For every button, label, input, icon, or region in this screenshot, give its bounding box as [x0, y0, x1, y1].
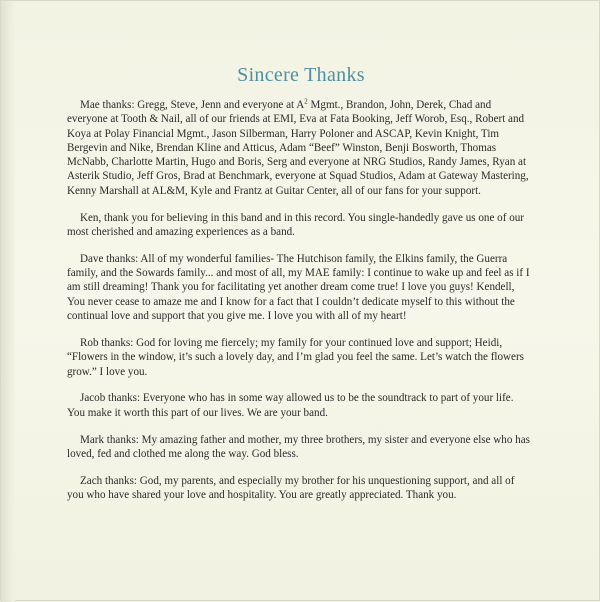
- superscript-two: 2: [304, 97, 308, 106]
- rob-thanks-paragraph: Rob thanks: God for loving me fiercely; my family for your continued love and support; Heidi, “Flowers in the window, it’s such a lovely day, and I’m glad you feel the same. Let’s watch the flowers grow.” I love you.: [67, 336, 524, 378]
- mark-thanks-paragraph: Mark thanks: My amazing father and mother, my three brothers, my sister and everyone else who has loved, fed and clothed me along the way. God bless.: [67, 433, 530, 460]
- mae-thanks-text-start: Mae thanks: Gregg, Steve, Jenn and everyone at A: [80, 99, 305, 111]
- ken-thanks-paragraph: Ken, thank you for believing in this band and in this record. You single-handedly gave us one of our most cherished and amazing experiences as a band.: [67, 211, 524, 238]
- zach-thanks-paragraph: Zach thanks: God, my parents, and especially my brother for his unquestioning support, and all of you who have shared your love and hospitality. You are greatly appreciated. Thank you.: [67, 474, 515, 502]
- mae-thanks-paragraph: [67, 98, 531, 198]
- jacob-thanks-paragraph: Jacob thanks: Everyone who has in some way allowed us to be the soundtrack to part of your life. You make it worth this part of our lives. We are your band.: [67, 392, 514, 419]
- thanks-body: [67, 98, 531, 515]
- mae-thanks-text-end: Mgmt., Brandon, John, Derek, Chad and everyone at Tooth & Nail, all of our friends at EMI, Eva at Fata Booking, Jeff Worob, Esq., Robert and Koya at Polay Financial Mgmt., Jason Silberman, Harry Poloner and ASCAP, Kevin Knight, Tim Bergevin and Nike, Brendan Kline and Atticus, Adam “Beef” Winston, Benji Bosworth, Thomas McNabb, Charlotte Martin, Hugo and Boris, Serg and everyone at NRG Studios, Randy James, Ryan at Asterik Studio, Jeff Gros, Brad at Benchmark, everyone at Squad Studios, Adam at Gateway Mastering, Kenny Marshall at AL&M, Kyle and Frantz at Guitar Center, all of our fans for your support.: [67, 99, 529, 197]
- page-crease: [1, 1, 15, 602]
- page-title: Sincere Thanks: [237, 64, 365, 86]
- dave-thanks-paragraph: Dave thanks: All of my wonderful families- The Hutchison family, the Elkins family, the Guerra family, and the Sowards family... and most of all, my MAE family: I continue to wake up and feel as if I am still dreaming! Thank you for facilitating yet another dream come true! I love you guys! Kendell, You never cease to amaze me and I know for a fact that I couldn’t dedicate myself to this without the continual love and support that you give me. I love you with all of my heart!: [67, 252, 530, 323]
